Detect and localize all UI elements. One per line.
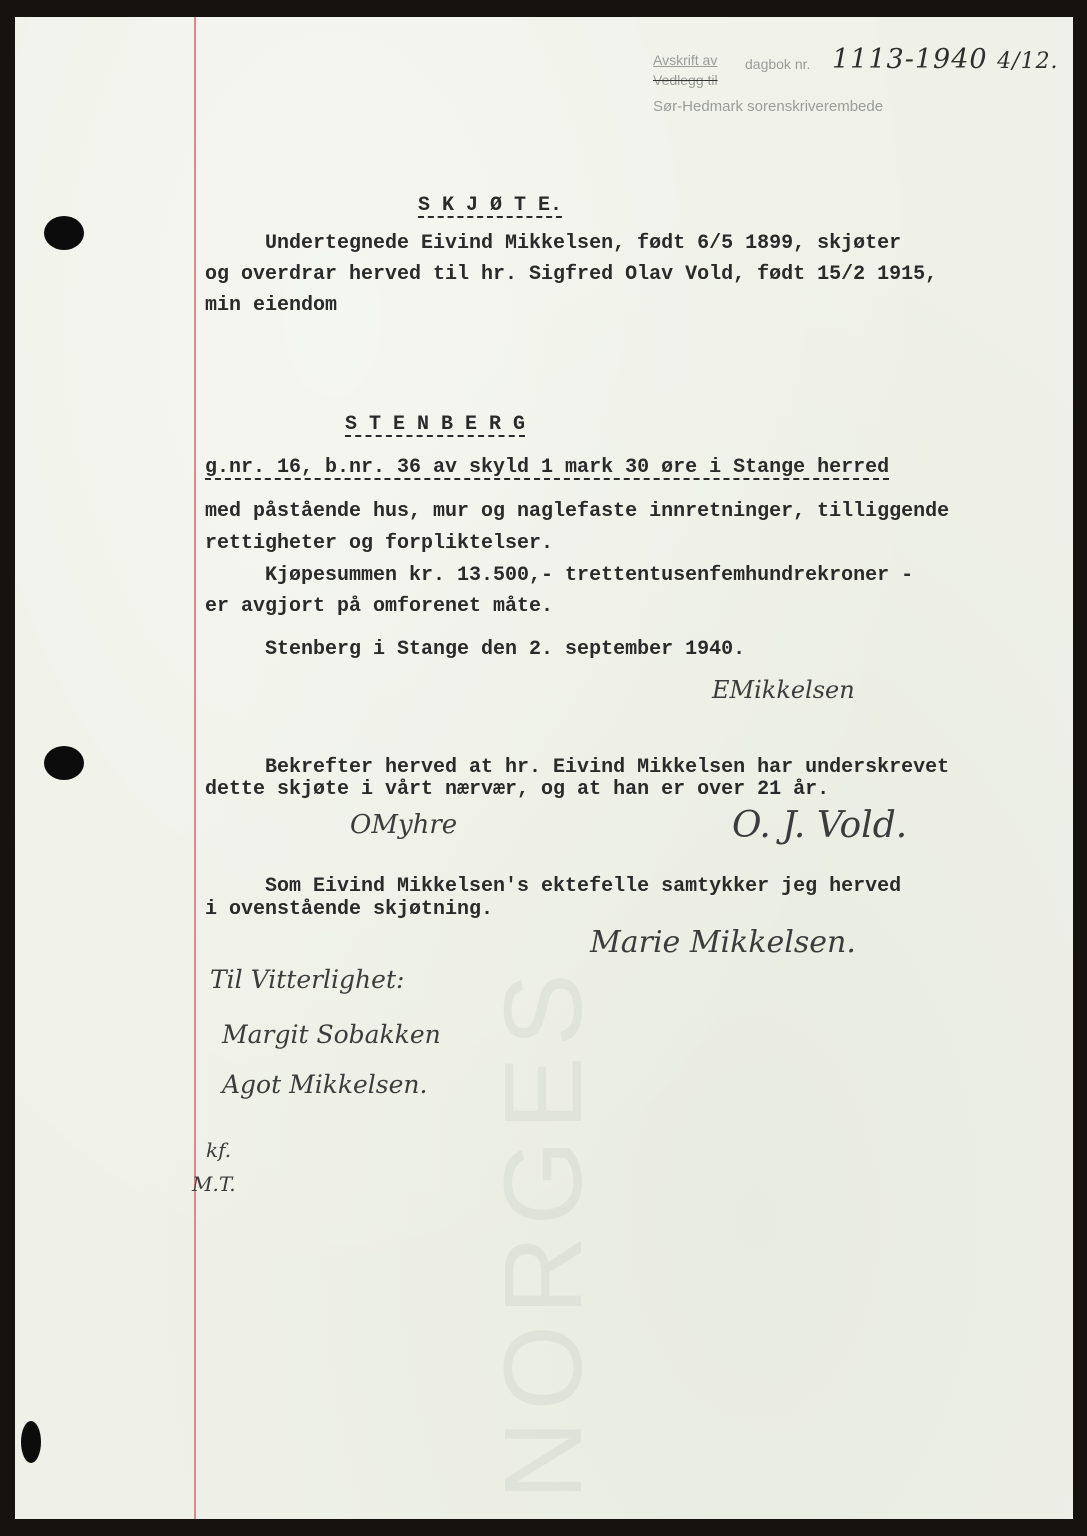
initials-kf: kf.: [206, 1138, 232, 1162]
stamp-vedlegg-label: Vedlegg til: [653, 72, 718, 88]
punch-hole-icon: [21, 1421, 41, 1463]
date-note: 4/12.: [997, 49, 1059, 74]
paragraph1-line2: og overdrar herved til hr. Sigfred Olav Vold, født 15/2 1915,: [205, 263, 938, 286]
spouse-line1: Som Eivind Mikkelsen's ektefelle samtykker jeg herved: [205, 875, 902, 898]
paragraph3-line2: er avgjort på omforenet måte.: [205, 595, 554, 618]
document-title: S K J Ø T E.: [418, 194, 563, 217]
stamp-avskrift-label: Avskrift av: [653, 52, 718, 68]
paragraph1-line3: min eiendom: [205, 294, 338, 317]
paragraph3-line1: Kjøpesummen kr. 13.500,- trettentusenfemhundrekroner -: [205, 564, 914, 587]
witness-line1: Bekrefter herved at hr. Eivind Mikkelsen har underskrevet: [205, 756, 950, 779]
stamp-office-name: Sør-Hedmark sorenskriverembede: [653, 98, 884, 115]
seller-signature: EMikkelsen: [712, 676, 855, 704]
property-details: g.nr. 16, b.nr. 36 av skyld 1 mark 30 øre i Stange herred: [205, 456, 890, 479]
paragraph1-line1: Undertegnede Eivind Mikkelsen, født 6/5 1899, skjøter: [205, 232, 902, 255]
dagbok-number-value: 1113-1940: [832, 44, 988, 75]
witness2-signature: O. J. Vold.: [732, 805, 908, 846]
stamp-dagbok-label: dagbok nr.: [745, 56, 811, 72]
red-margin-line: [194, 17, 196, 1519]
spouse-line2: i ovenstående skjøtning.: [205, 898, 494, 921]
punch-hole-icon: [44, 216, 84, 250]
witness1-signature: OMyhre: [350, 810, 458, 840]
paragraph2-line2: rettigheter og forpliktelser.: [205, 532, 554, 555]
property-name: S T E N B E R G: [345, 413, 526, 436]
witness-line2: dette skjøte i vårt nærvær, og at han er over 21 år.: [205, 778, 830, 801]
dagbok-number: [832, 44, 1059, 75]
attest-header: Til Vitterlighet:: [210, 965, 405, 994]
attest-witness2-signature: Agot Mikkelsen.: [222, 1070, 428, 1099]
initials-mt: M.T.: [192, 1172, 236, 1196]
attest-witness1-signature: Margit Sobakken: [222, 1020, 441, 1049]
place-date: Stenberg i Stange den 2. september 1940.: [205, 638, 746, 661]
paragraph2-line1: med påstående hus, mur og naglefaste innretninger, tilliggende: [205, 500, 950, 523]
punch-hole-icon: [44, 746, 84, 780]
spouse-signature: Marie Mikkelsen.: [590, 925, 856, 960]
